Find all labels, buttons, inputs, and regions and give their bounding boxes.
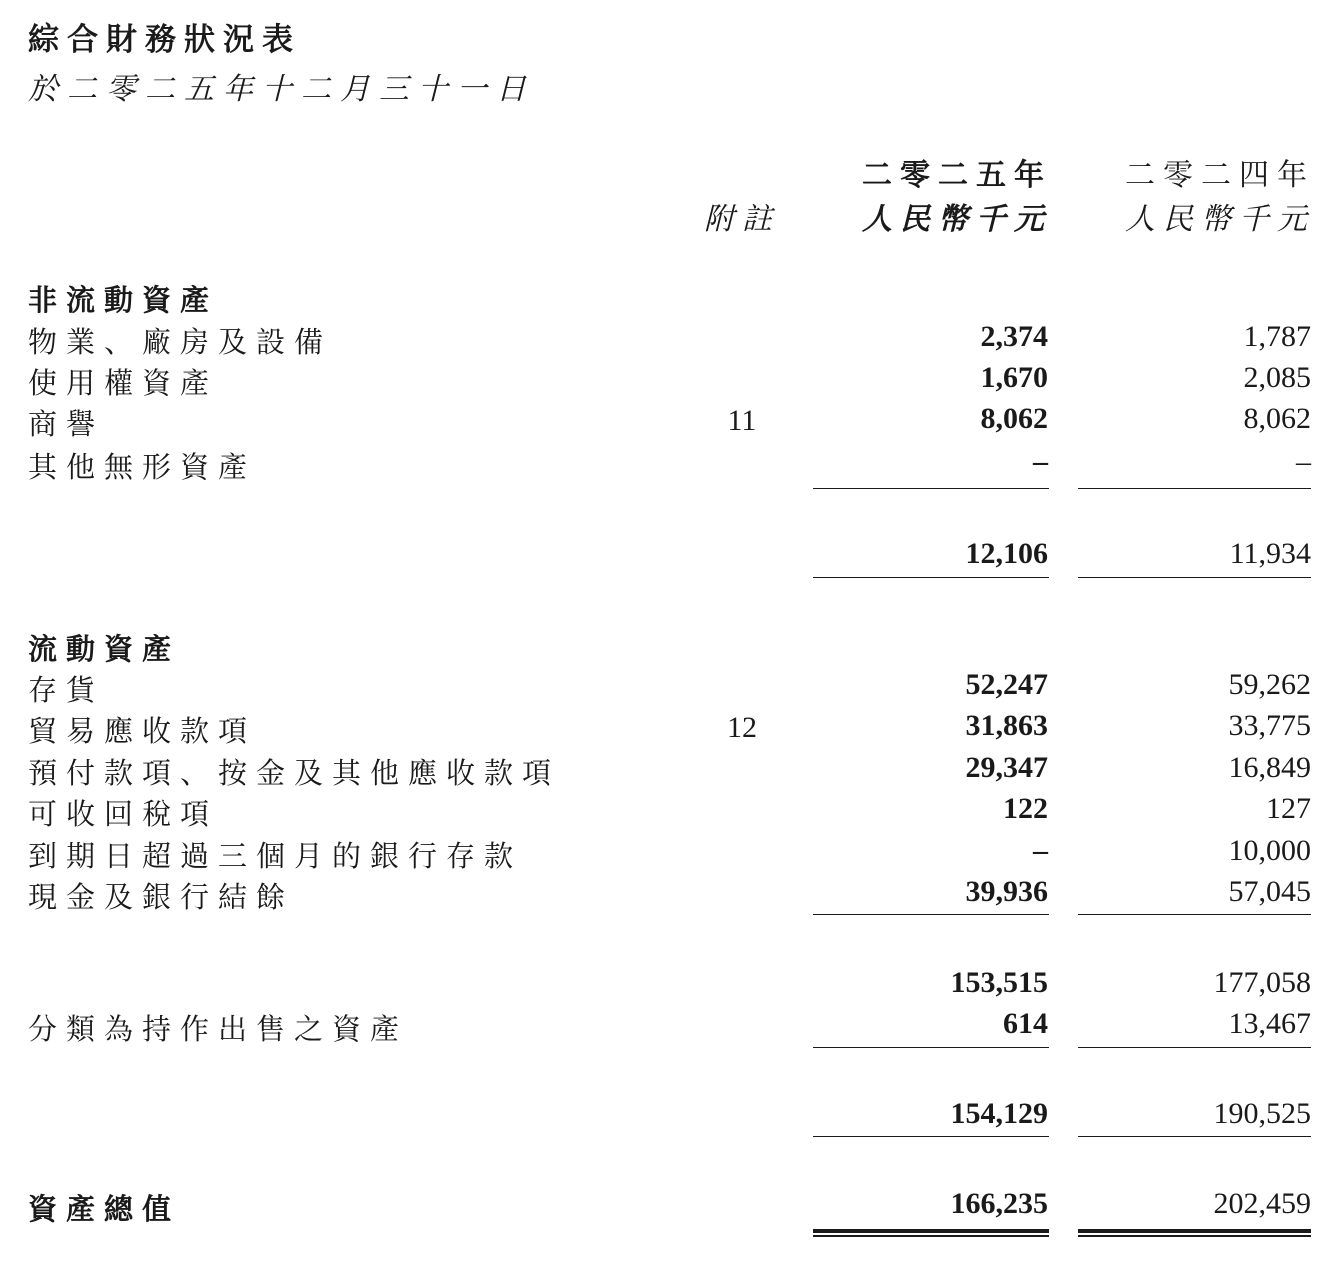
col-2024-year: 二零二四年 <box>1125 158 1315 193</box>
value-2024-inventories: 59,262 <box>1228 668 1311 701</box>
total-rule-2024 <box>1078 577 1311 578</box>
value-2024-current-subtotal: 177,058 <box>1213 966 1311 999</box>
value-2024-non-current-total: 11,934 <box>1229 537 1311 570</box>
statement-title: 綜合財務狀況表 <box>28 22 301 58</box>
value-2025-prepayments: 29,347 <box>965 751 1048 784</box>
value-2024-bank-deposits: 10,000 <box>1228 834 1311 867</box>
subtotal-rule-2024 <box>1078 1047 1311 1048</box>
note-goodwill: 11 <box>727 404 757 437</box>
note-trade-receivables: 12 <box>727 711 757 744</box>
col-2025-unit: 人民幣千元 <box>862 202 1052 237</box>
total-rule-2025 <box>813 1136 1049 1137</box>
row-label-total-assets: 資產總值 <box>28 1192 181 1226</box>
value-2025-current-subtotal: 153,515 <box>950 966 1048 999</box>
row-label-other-intangibles: 其他無形資產 <box>28 450 257 484</box>
value-2025-non-current-total: 12,106 <box>965 537 1048 570</box>
section-non-current-assets: 非流動資產 <box>28 283 219 317</box>
value-2024-goodwill: 8,062 <box>1243 402 1311 435</box>
section-current-assets: 流動資產 <box>28 632 181 666</box>
col-2024-unit: 人民幣千元 <box>1125 202 1315 237</box>
row-label-prepayments: 預付款項、按金及其他應收款項 <box>28 756 561 790</box>
notes-header: 附註 <box>704 202 780 237</box>
row-label-right-of-use: 使用權資產 <box>28 366 219 400</box>
value-2025-inventories: 52,247 <box>965 668 1048 701</box>
value-2024-cash: 57,045 <box>1228 875 1311 908</box>
double-rule-2025 <box>813 1229 1049 1237</box>
row-label-held-for-sale: 分類為持作出售之資產 <box>28 1012 409 1046</box>
row-label-trade-receivables: 貿易應收款項 <box>28 714 257 748</box>
value-2025-tax-recoverable: 122 <box>1003 792 1048 825</box>
subtotal-rule-2024 <box>1078 914 1311 915</box>
value-2025-goodwill: 8,062 <box>980 402 1048 435</box>
value-2024-prepayments: 16,849 <box>1228 751 1311 784</box>
row-label-cash: 現金及銀行結餘 <box>28 880 295 914</box>
double-rule-2024 <box>1078 1229 1311 1237</box>
row-label-inventories: 存貨 <box>28 673 105 707</box>
value-2024-trade-receivables: 33,775 <box>1228 709 1311 742</box>
subtotal-rule-2025 <box>813 1047 1049 1048</box>
subtotal-rule-2025 <box>813 488 1049 489</box>
total-rule-2024 <box>1078 1136 1311 1137</box>
value-2025-trade-receivables: 31,863 <box>965 709 1048 742</box>
row-label-ppe: 物業、廠房及設備 <box>28 325 333 359</box>
value-2025-bank-deposits: – <box>1033 834 1048 867</box>
subtotal-rule-2024 <box>1078 488 1311 489</box>
row-label-goodwill: 商譽 <box>28 407 105 441</box>
value-2024-ppe: 1,787 <box>1243 320 1311 353</box>
value-2025-right-of-use: 1,670 <box>980 361 1048 394</box>
value-2025-other-intangibles: – <box>1033 445 1048 478</box>
value-2024-tax-recoverable: 127 <box>1266 792 1311 825</box>
col-2025-year: 二零二五年 <box>862 158 1052 193</box>
value-2024-held-for-sale: 13,467 <box>1228 1007 1311 1040</box>
value-2024-current-total: 190,525 <box>1213 1097 1311 1130</box>
value-2024-right-of-use: 2,085 <box>1243 361 1311 394</box>
subtotal-rule-2025 <box>813 914 1049 915</box>
statement-date: 於二零二五年十二月三十一日 <box>28 72 535 107</box>
value-2024-total-assets: 202,459 <box>1213 1187 1311 1220</box>
value-2025-ppe: 2,374 <box>980 320 1048 353</box>
total-rule-2025 <box>813 577 1049 578</box>
value-2025-current-total: 154,129 <box>950 1097 1048 1130</box>
value-2025-total-assets: 166,235 <box>950 1187 1048 1220</box>
row-label-tax-recoverable: 可收回稅項 <box>28 797 219 831</box>
value-2024-other-intangibles: – <box>1296 445 1311 478</box>
value-2025-cash: 39,936 <box>965 875 1048 908</box>
row-label-bank-deposits: 到期日超過三個月的銀行存款 <box>28 839 523 873</box>
value-2025-held-for-sale: 614 <box>1003 1007 1048 1040</box>
